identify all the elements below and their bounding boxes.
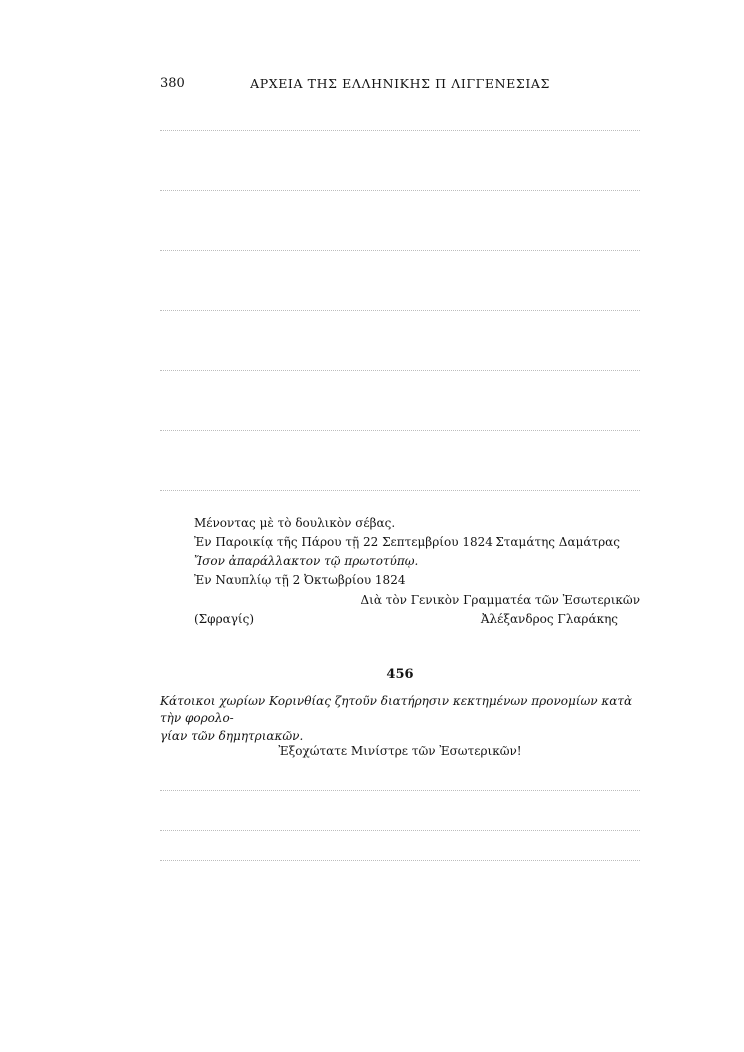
letter-body-text (160, 430, 640, 431)
running-title: ΑΡΧΕΙΑ ΤΗΣ ΕΛΛΗΝΙΚΗΣ Π ΛΙΓΓΕΝΕΣΙΑΣ (250, 76, 550, 91)
signature: Σταμάτης Δαμάτρας (495, 535, 620, 549)
by-line (160, 591, 640, 609)
seal: (Σφραγίς) (194, 612, 255, 626)
letter-body-text (160, 130, 640, 131)
document-title (160, 693, 640, 745)
document-title-line-2: γίαν τῶν δημητριακῶν. (160, 728, 304, 743)
letter-body-text (160, 490, 640, 491)
page-header (160, 76, 640, 96)
by-general-secretary: Διὰ τὸν Γενικὸν Γραμματέα τῶν Ἐσωτερικῶν (360, 593, 640, 607)
petition-body-text (160, 830, 640, 831)
petition-body-text (160, 860, 640, 861)
letter-body-text (160, 190, 640, 191)
document-number (160, 666, 640, 684)
secretary-name: Ἀλέξανδρος Γλαράκης (480, 612, 618, 626)
bottom-crop-marks (160, 1014, 640, 1024)
document-title-line-1: Κάτοικοι χωρίων Κορινθίας ζητοῦν διατήρησιν κεκτημένων προνομίων κατὰ τὴν φορολο- (160, 694, 633, 726)
place-date: Ἐν Παροικίᾳ τῆς Πάρου τῇ 22 Σεπτεμβρίου 1824 (194, 535, 493, 549)
closing-line: Μένοντας μὲ τὸ δουλικὸν σέβας. (194, 516, 396, 530)
seal-line (160, 610, 640, 628)
document-number-text: 456 (386, 667, 414, 682)
petition-body-text (160, 790, 640, 791)
copy-note: Ἴσον ἀπαράλλακτον τῷ πρωτοτύπῳ. (194, 554, 419, 568)
salutation (160, 742, 640, 760)
letter-body-text (160, 310, 640, 311)
letter-body-text (160, 250, 640, 251)
page-number: 380 (160, 76, 185, 91)
place-date-line (160, 533, 640, 551)
copy-place-date: Ἐν Ναυπλίῳ τῇ 2 Ὀκτωβρίου 1824 (194, 573, 406, 587)
letter-body-text (160, 370, 640, 371)
salutation-text: Ἐξοχώτατε Μινίστρε τῶν Ἐσωτερικῶν! (278, 744, 522, 758)
